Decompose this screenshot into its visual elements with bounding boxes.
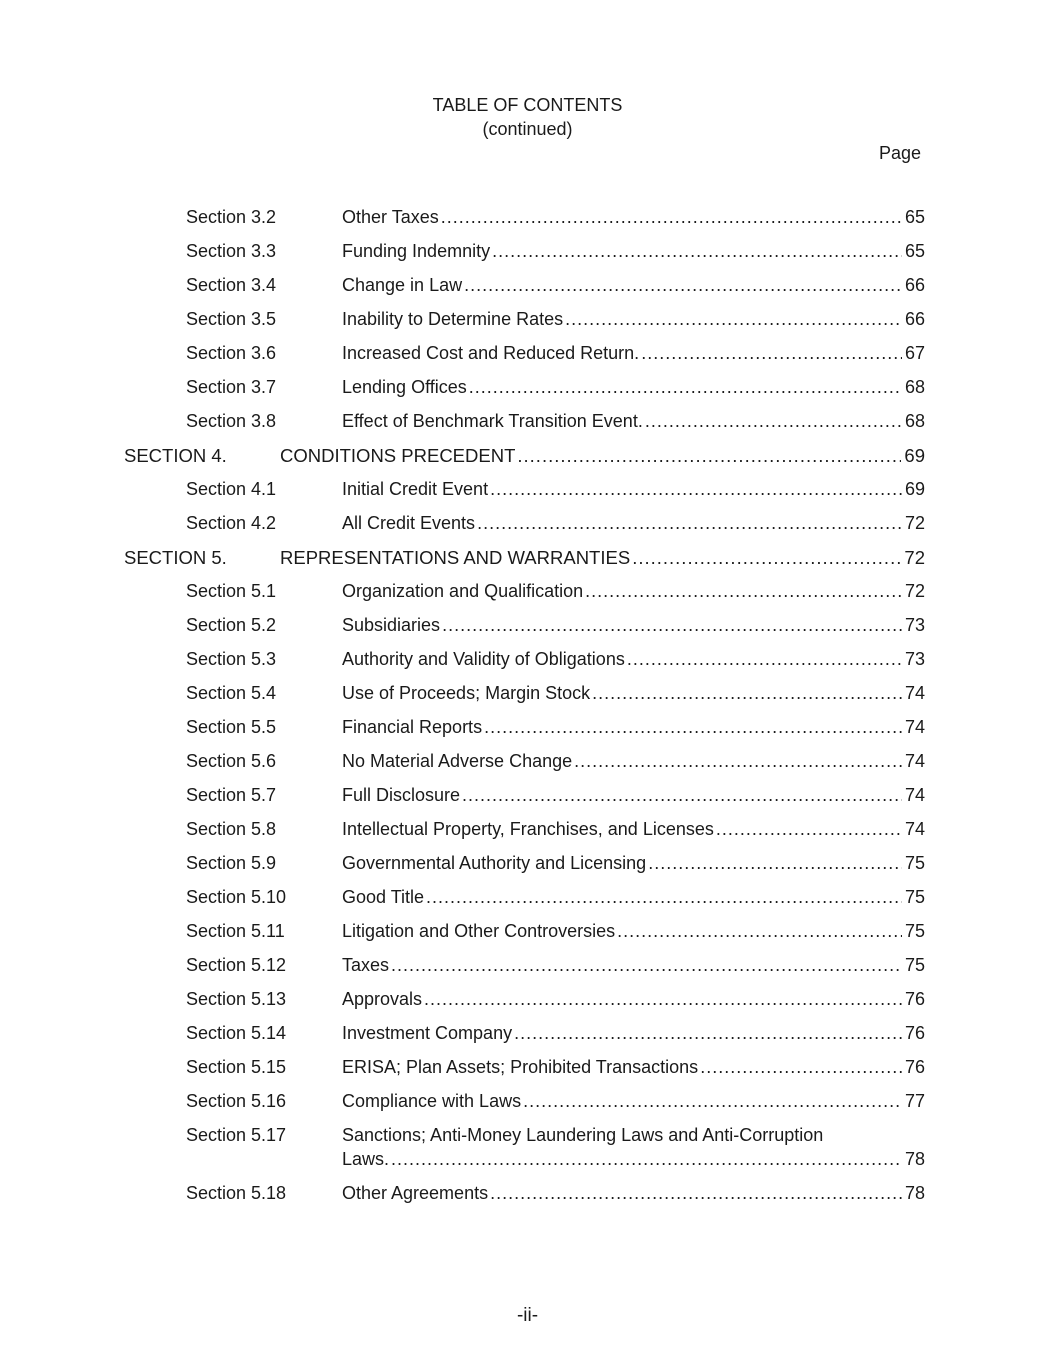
toc-entry[interactable]	[0, 983, 1055, 1017]
section-number: Section 3.6	[186, 343, 277, 363]
section-title: Authority and Validity of Obligations	[342, 649, 625, 669]
page-number: 72	[904, 547, 925, 568]
section-title: CONDITIONS PRECEDENT	[280, 445, 516, 466]
page-number: 76	[904, 1057, 925, 1077]
section-number: SECTION 5.	[124, 547, 227, 568]
dot-leader	[700, 1056, 902, 1079]
dot-leader	[469, 376, 902, 399]
section-title: ERISA; Plan Assets; Prohibited Transactions	[342, 1057, 699, 1077]
section-title: Intellectual Property, Franchises, and Licenses	[342, 819, 714, 839]
toc-entry[interactable]	[0, 711, 1055, 745]
section-number: SECTION 4.	[124, 445, 227, 466]
dot-leader	[523, 1090, 902, 1113]
page-number: 78	[904, 1149, 925, 1169]
dot-leader	[490, 1182, 902, 1205]
section-title-line-1: Sanctions; Anti-Money Laundering Laws and Anti-Corruption	[342, 1125, 824, 1145]
section-title: Litigation and Other Controversies	[342, 921, 616, 941]
section-number: Section 4.1	[186, 479, 277, 499]
page-number: 74	[904, 785, 925, 805]
toc-entry[interactable]	[0, 235, 1055, 269]
section-number: Section 5.5	[186, 717, 277, 737]
section-number: Section 5.1	[186, 581, 277, 601]
dot-leader	[645, 410, 902, 433]
dot-leader	[627, 648, 902, 671]
section-title: Financial Reports	[342, 717, 483, 737]
dot-leader	[426, 886, 902, 909]
toc-entry[interactable]	[0, 575, 1055, 609]
toc-entry[interactable]	[0, 201, 1055, 235]
page-number: 75	[904, 955, 925, 975]
section-number: Section 3.2	[186, 207, 277, 227]
dot-leader	[585, 580, 902, 603]
section-number: Section 5.15	[186, 1057, 287, 1077]
section-number: Section 5.14	[186, 1023, 287, 1043]
section-title: Organization and Qualification	[342, 581, 584, 601]
toc-entry[interactable]	[0, 1085, 1055, 1119]
page-number: 76	[904, 1023, 925, 1043]
section-title: Governmental Authority and Licensing	[342, 853, 647, 873]
toc-entry[interactable]	[0, 677, 1055, 711]
toc-entry[interactable]	[0, 269, 1055, 303]
dot-leader	[484, 716, 902, 739]
dot-leader	[391, 954, 902, 977]
page-number: 74	[904, 717, 925, 737]
page-number: 72	[904, 513, 925, 533]
section-number: Section 3.3	[186, 241, 277, 261]
toc-entry[interactable]	[0, 779, 1055, 813]
page-number: 76	[904, 989, 925, 1009]
page-number: 73	[904, 615, 925, 635]
section-title: Change in Law	[342, 275, 463, 295]
page-number: 75	[904, 887, 925, 907]
section-title: Effect of Benchmark Transition Event.	[342, 411, 643, 431]
section-number: Section 4.2	[186, 513, 277, 533]
section-number: Section 5.11	[186, 921, 285, 941]
page-number: 69	[904, 479, 925, 499]
toc-entry[interactable]	[0, 881, 1055, 915]
section-number: Section 5.18	[186, 1183, 287, 1203]
section-number: Section 3.7	[186, 377, 277, 397]
section-title: Good Title	[342, 887, 425, 907]
page-number: 74	[904, 751, 925, 771]
dot-leader	[477, 512, 902, 535]
section-title: Other Taxes	[342, 207, 439, 227]
dot-leader	[517, 444, 901, 467]
section-number: Section 5.4	[186, 683, 277, 703]
toc-entry[interactable]	[0, 813, 1055, 847]
page-number: 75	[904, 853, 925, 873]
section-number: Section 3.4	[186, 275, 277, 295]
page-footer-number: -ii-	[516, 1305, 539, 1326]
page-number: 73	[904, 649, 925, 669]
toc-entry[interactable]	[0, 371, 1055, 405]
section-title: REPRESENTATIONS AND WARRANTIES	[280, 547, 631, 568]
section-title: Subsidiaries	[342, 615, 441, 635]
dot-leader	[442, 614, 902, 637]
toc-entry[interactable]	[0, 303, 1055, 337]
dot-leader	[424, 988, 902, 1011]
section-number: Section 5.6	[186, 751, 277, 771]
toc-entry[interactable]	[0, 847, 1055, 881]
dot-leader	[490, 478, 902, 501]
dot-leader	[492, 240, 902, 263]
section-title: Other Agreements	[342, 1183, 489, 1203]
section-number: Section 5.3	[186, 649, 277, 669]
page-number: 77	[904, 1091, 925, 1111]
dot-leader	[441, 206, 902, 229]
section-title: Taxes	[342, 955, 390, 975]
page-number: 68	[904, 377, 925, 397]
toc-entry[interactable]	[0, 337, 1055, 371]
section-title: Investment Company	[342, 1023, 513, 1043]
section-number: Section 5.17	[186, 1125, 287, 1145]
page-number: 74	[904, 819, 925, 839]
section-title: Laws.	[342, 1149, 390, 1169]
section-title: All Credit Events	[342, 513, 476, 533]
toc-subtitle: (continued)	[482, 119, 573, 139]
section-number: Section 5.12	[186, 955, 287, 975]
section-title: Full Disclosure	[342, 785, 461, 805]
section-number: Section 5.13	[186, 989, 287, 1009]
page-number: 68	[904, 411, 925, 431]
page-number: 72	[904, 581, 925, 601]
section-title: Use of Proceeds; Margin Stock	[342, 683, 591, 703]
dot-leader	[592, 682, 902, 705]
toc-entry[interactable]	[0, 1119, 1055, 1177]
section-number: Section 5.9	[186, 853, 277, 873]
section-number: Section 3.5	[186, 309, 277, 329]
section-number: Section 5.2	[186, 615, 277, 635]
toc-entry[interactable]	[0, 405, 1055, 439]
section-title: Increased Cost and Reduced Return.	[342, 343, 640, 363]
dot-leader	[617, 920, 902, 943]
page-column-label: Page	[878, 143, 921, 163]
toc-entry[interactable]	[0, 473, 1055, 507]
dot-leader	[641, 342, 902, 365]
section-title: Compliance with Laws	[342, 1091, 522, 1111]
toc-entry[interactable]	[0, 915, 1055, 949]
page-number: 74	[904, 683, 925, 703]
section-number: Section 5.7	[186, 785, 277, 805]
page-number: 65	[904, 207, 925, 227]
dot-leader	[464, 274, 902, 297]
section-number: Section 3.8	[186, 411, 277, 431]
toc-entry[interactable]	[0, 1017, 1055, 1051]
page-number: 65	[904, 241, 925, 261]
page-number: 66	[904, 309, 925, 329]
section-number: Section 5.10	[186, 887, 287, 907]
section-number: Section 5.8	[186, 819, 277, 839]
section-number: Section 5.16	[186, 1091, 287, 1111]
page-number: 78	[904, 1183, 925, 1203]
toc-list	[0, 201, 1055, 1211]
dot-leader	[716, 818, 902, 841]
page-number: 66	[904, 275, 925, 295]
toc-entry[interactable]	[0, 643, 1055, 677]
page-number: 75	[904, 921, 925, 941]
toc-entry[interactable]	[0, 1177, 1055, 1211]
toc-major-entry[interactable]	[0, 541, 1055, 575]
section-title: Approvals	[342, 989, 423, 1009]
section-title: Lending Offices	[342, 377, 467, 397]
toc-entry[interactable]	[0, 949, 1055, 983]
dot-leader	[462, 784, 902, 807]
section-title: Funding Indemnity	[342, 241, 491, 261]
section-title: No Material Adverse Change	[342, 751, 573, 771]
dot-leader	[514, 1022, 902, 1045]
page-number: 69	[904, 445, 925, 466]
dot-leader	[391, 1148, 902, 1171]
section-title: Inability to Determine Rates	[342, 309, 564, 329]
toc-major-entry[interactable]	[0, 439, 1055, 473]
toc-entry[interactable]	[0, 609, 1055, 643]
toc-entry[interactable]	[0, 745, 1055, 779]
page-number: 67	[904, 343, 925, 363]
toc-entry[interactable]	[0, 507, 1055, 541]
toc-entry[interactable]	[0, 1051, 1055, 1085]
toc-title: TABLE OF CONTENTS	[432, 95, 623, 115]
dot-leader	[574, 750, 902, 773]
dot-leader	[632, 546, 901, 569]
dot-leader	[565, 308, 902, 331]
dot-leader	[648, 852, 902, 875]
section-title: Initial Credit Event	[342, 479, 489, 499]
